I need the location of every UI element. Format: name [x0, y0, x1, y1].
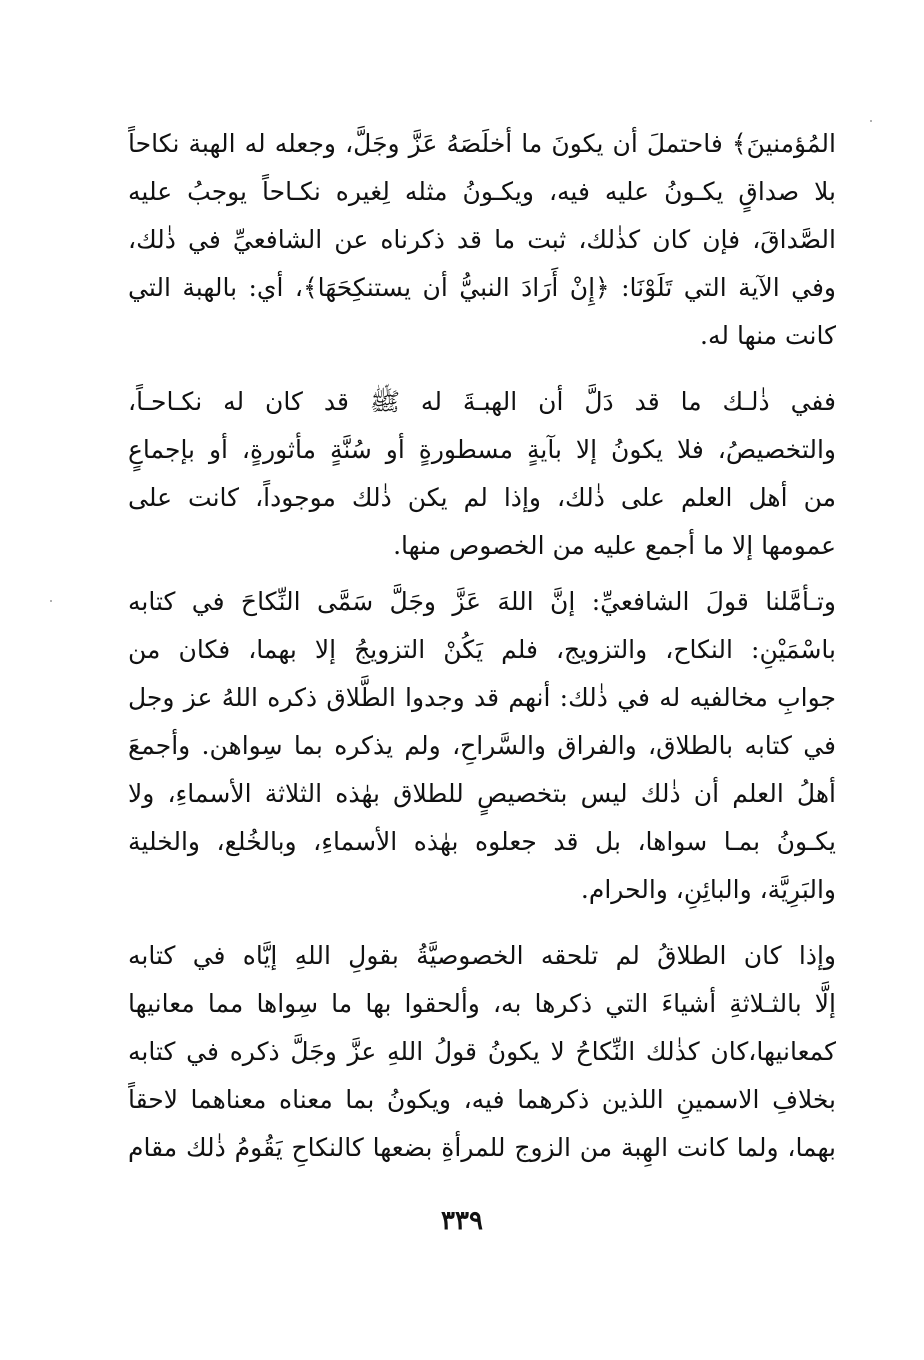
text-line: ففي ذٰلـك ما قد دَلَّ أن الهبـةَ له ﷺ قد كان له نكـاحـاً،	[128, 387, 836, 416]
text-line: والبَرِيَّة، والبائِنِ، والحرام.	[580, 875, 836, 904]
text-line: بلا صداقٍ يكـونُ عليه فيه، ويكـونُ مثله لِغيره نكـاحاً يوجبُ عليه	[128, 177, 836, 206]
text-line: المُؤمنينَ﴾ فاحتملَ أن يكونَ ما أخلَصَهُ عَزَّ وجَلَّ، وجعله له الهبة نكاحاً	[128, 129, 836, 158]
text-line: من أهل العلم على ذٰلك، وإذا لم يكن ذٰلك موجوداً، كانت على	[128, 483, 836, 512]
paragraph	[128, 578, 836, 914]
text-line: والتخصيصُ، فلا يكونُ إلا بآيةٍ مسطورةٍ أو سُنَّةٍ مأثورةٍ، أو بإجماعٍ	[128, 435, 836, 464]
text-line: عمومها إلا ما أجمع عليه من الخصوص منها.	[393, 531, 836, 560]
text-line: جوابِ مخالفيه له في ذٰلك: أنهم قد وجدوا الطَّلاق ذكره اللهُ عز وجل	[128, 683, 836, 712]
text-line: يكـونُ بمـا سواها، بل قد جعلوه بهٰذه الأسماءِ، وبالخُلع، والخلية	[128, 827, 836, 856]
text-line: وإذا كان الطلاقُ لم تلحقه الخصوصيَّةُ بقولِ اللهِ إيَّاه في كتابه	[128, 941, 836, 970]
text-line: إلَّا بالثـلاثةِ أشياءَ التي ذكرها به، وألحقوا بها ما سِواها مما معانيها	[128, 989, 836, 1018]
text-line: كانت منها له.	[700, 321, 836, 350]
text-line: كمعانيها،كان كذٰلك النِّكاحُ لا يكونُ قولُ اللهِ عزَّ وجَلَّ ذكره في كتابه	[128, 1037, 836, 1066]
text-line: الصَّداقَ، فإن كان كذٰلك، ثبت ما قد ذكرناه عن الشافعيِّ في ذٰلك،	[128, 225, 836, 254]
text-line: وتـأمَّلنا قولَ الشافعيِّ: إنَّ اللهَ عَزَّ وجَلَّ سَمَّى النِّكاحَ في كتابه	[128, 587, 836, 616]
text-line: بخلافِ الاسمينِ اللذين ذكرهما فيه، ويكونُ بما معناه معناهما لاحقاً	[128, 1085, 836, 1114]
text-line: بهما، ولما كانت الهِبة من الزوج للمرأةِ بضعها كالنكاحِ يَقُومُ ذٰلك مقام	[128, 1133, 836, 1162]
page-number: ٣٣٩	[441, 1206, 483, 1236]
paragraph	[128, 932, 836, 1172]
text-line: وفي الآية التي تَلَوْنَا: ﴿إِنْ أَرَادَ النبيُّ أن يستنكِحَهَا﴾، أي: بالهبة التي	[128, 273, 836, 302]
body-text	[128, 120, 836, 1172]
text-line: باسْمَيْنِ: النكاح، والتزويج، فلم يَكُنْ التزويجُ إلا بهما، فكان من	[128, 635, 836, 664]
text-line: أهلُ العلم أن ذٰلك ليس بتخصيصٍ للطلاق بهٰذه الثلاثة الأسماءِ، ولا	[128, 779, 836, 808]
scan-speck	[50, 600, 52, 602]
scan-speck	[870, 120, 872, 122]
paragraph	[128, 120, 836, 360]
text-line: في كتابه بالطلاق، والفراق والسَّراحِ، ولم يذكره بما سِواهن. وأجمعَ	[128, 731, 836, 760]
paragraph	[128, 378, 836, 570]
